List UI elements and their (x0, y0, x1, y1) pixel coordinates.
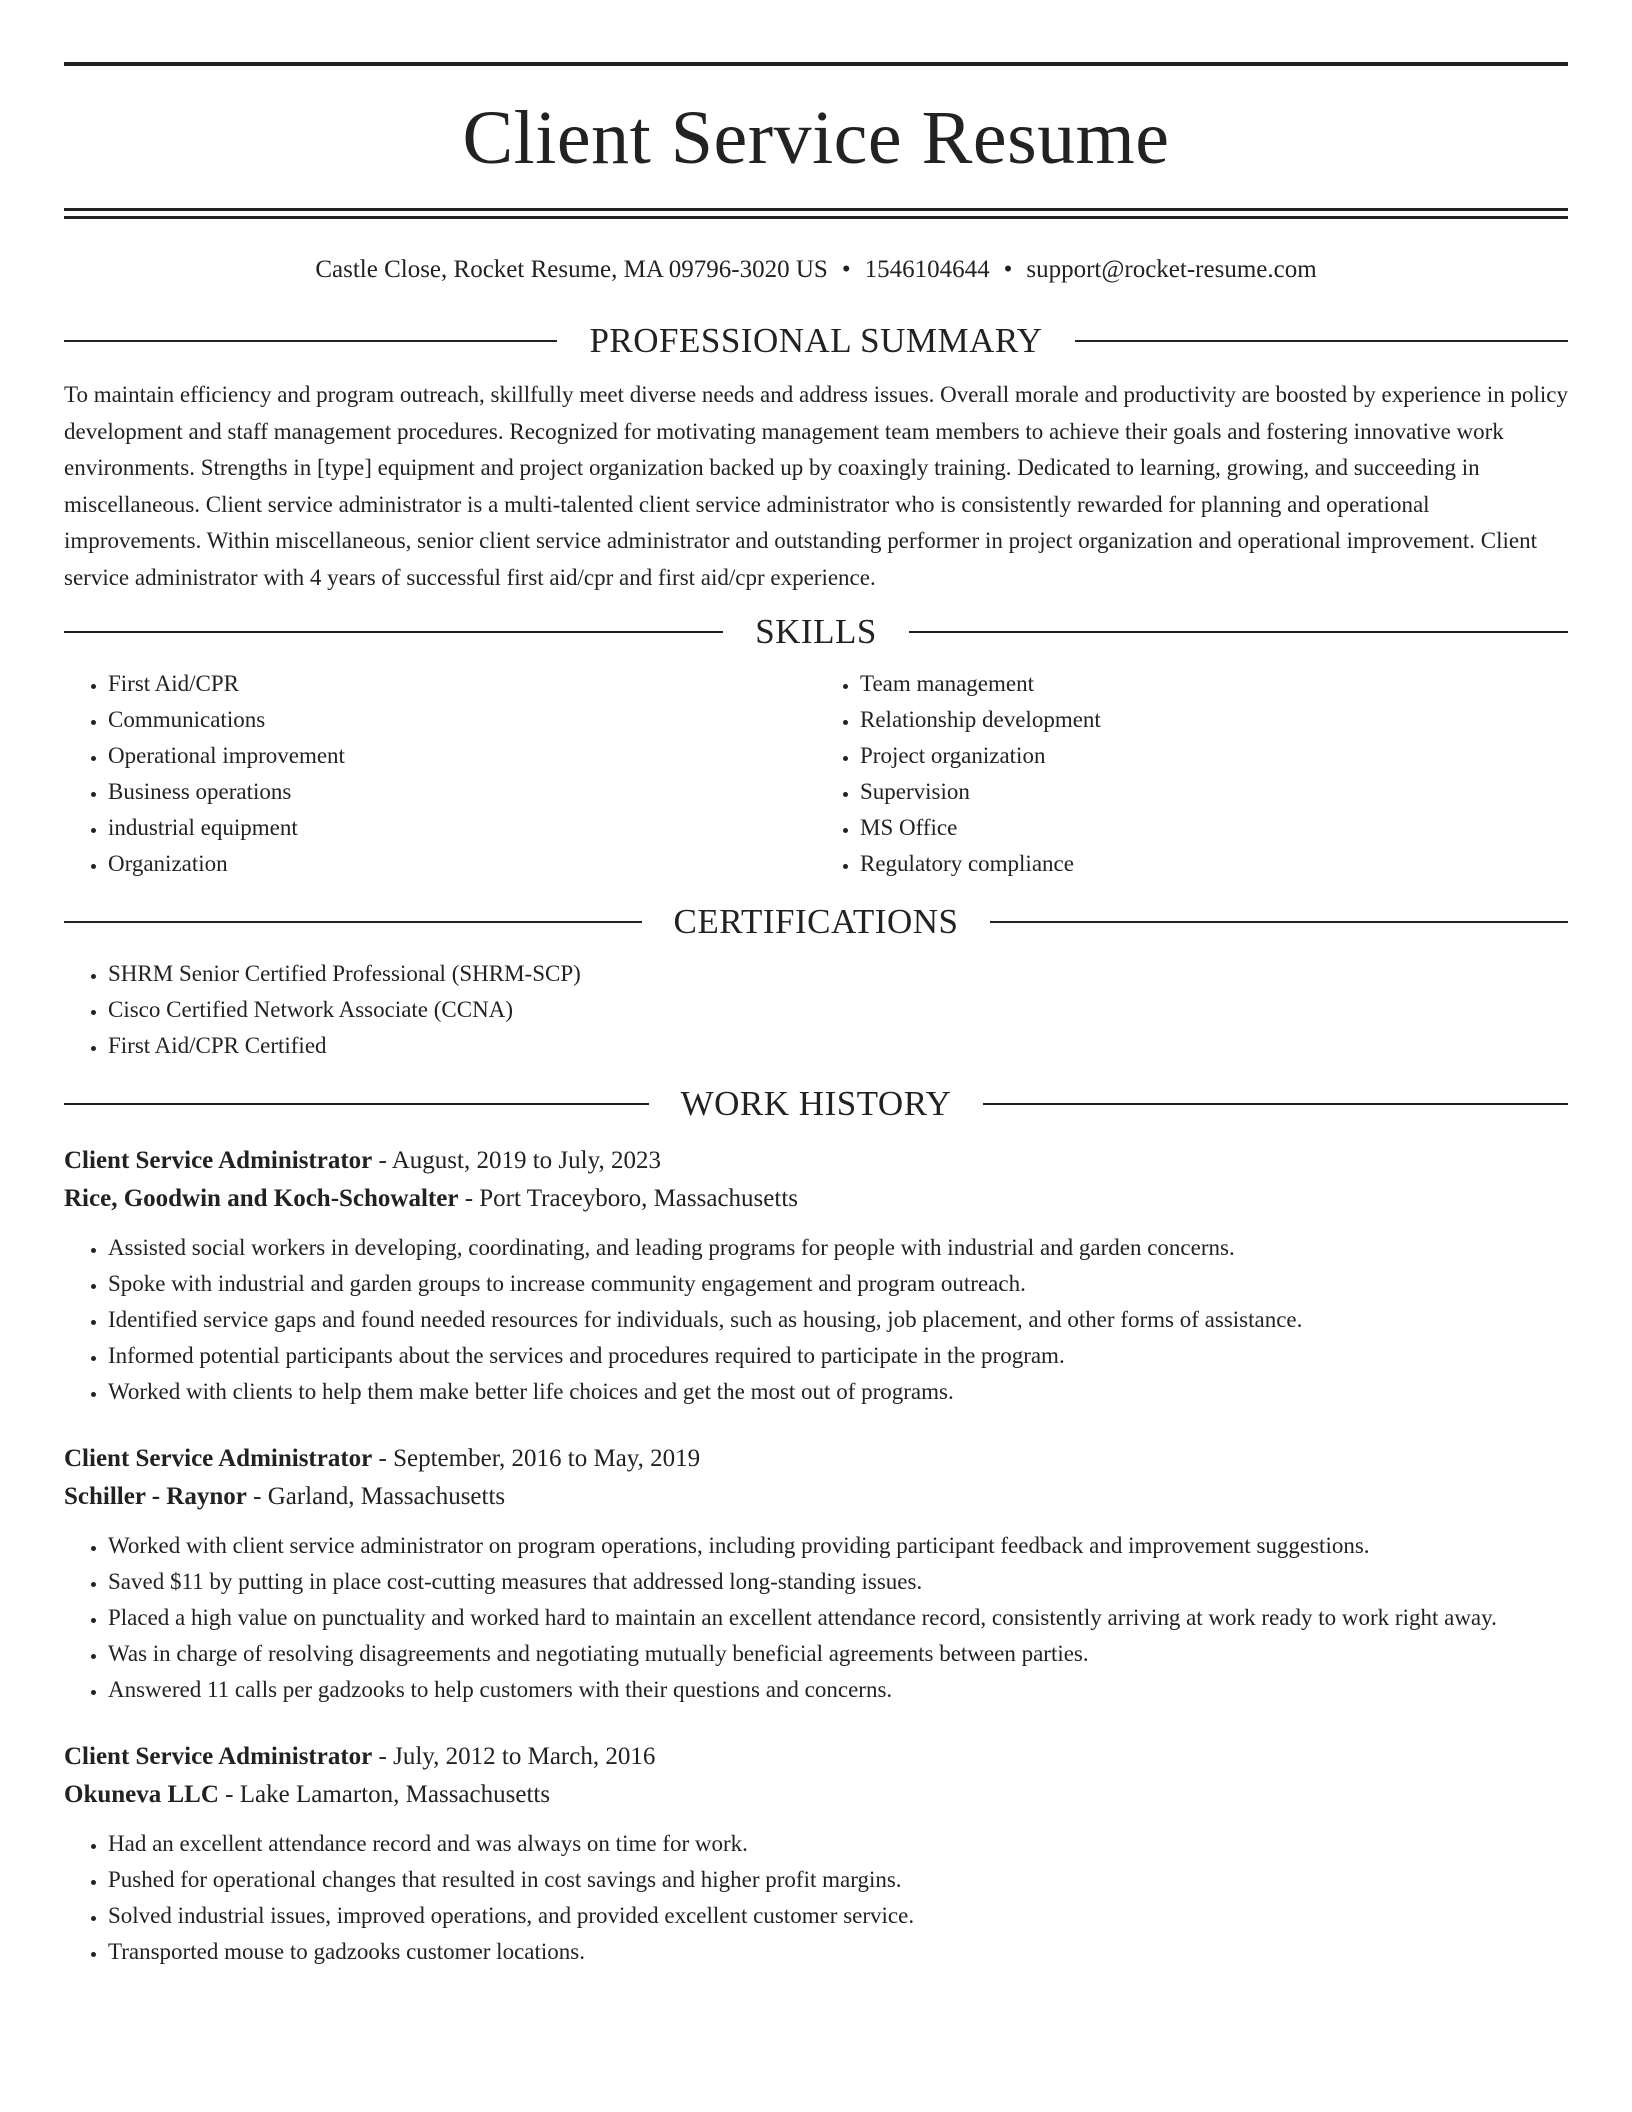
heading-rule (990, 921, 1568, 923)
job-company-line (64, 1776, 1568, 1814)
job-bullet: • Transported mouse to gadzooks customer locations. (108, 1934, 1568, 1970)
job-bullet: • Identified service gaps and found needed resources for individuals, such as housing, job placement, and other forms of assistance. (108, 1302, 1568, 1338)
section-label: CERTIFICATIONS (673, 902, 959, 941)
skill-item: • Relationship development (860, 702, 1568, 738)
contact-separator: • (841, 256, 851, 283)
skill-item: • Project organization (860, 738, 1568, 774)
skill-item: • Operational improvement (108, 738, 816, 774)
job-bullet: • Placed a high value on punctuality and worked hard to maintain an excellent attendance record, consistently arriving at work ready to work right away. (108, 1600, 1568, 1636)
job-company: Okuneva LLC (64, 1781, 219, 1808)
job-bullet: • Informed potential participants about the services and procedures required to participate in the program. (108, 1338, 1568, 1374)
job-bullet: • Was in charge of resolving disagreements and negotiating mutually beneficial agreements between parties. (108, 1636, 1568, 1672)
job-company-line (64, 1478, 1568, 1516)
job-title-line (64, 1738, 1568, 1776)
job-bullet: • Worked with clients to help them make better life choices and get the most out of programs. (108, 1374, 1568, 1410)
summary-text: To maintain efficiency and program outreach, skillfully meet diverse needs and address issues. Overall morale and productivity are boosted by experience in policy development and staff management procedures. Recognized for motivating management team members to achieve their goals and fostering innovative work environments. Strengths in [type] equipment and project organization backed up by coaxingly training. Dedicated to learning, growing, and succeeding in miscellaneous. Client service administrator is a multi-talented client service administrator who is consistently rewarded for planning and operational improvements. Within miscellaneous, senior client service administrator and outstanding performer in project organization and operational improvement. Client service administrator with 4 years of successful first aid/cpr and first aid/cpr experience. (64, 382, 1568, 590)
job-bullet: • Assisted social workers in developing, coordinating, and leading programs for people with industrial and garden concerns. (108, 1230, 1568, 1266)
certification-item: • Cisco Certified Network Associate (CCNA) (108, 992, 1568, 1028)
job-entry (64, 1142, 1568, 1410)
certifications-list (64, 956, 1568, 1064)
job-location: - Port Traceyboro, Massachusetts (458, 1185, 799, 1212)
job-dates: - August, 2019 to July, 2023 (372, 1147, 661, 1174)
job-bullet: • Solved industrial issues, improved operations, and provided excellent customer service. (108, 1898, 1568, 1934)
skill-item: • industrial equipment (108, 810, 816, 846)
top-rule (64, 62, 1568, 66)
section-label: SKILLS (755, 612, 877, 651)
job-bullet: • Pushed for operational changes that resulted in cost savings and higher profit margins. (108, 1862, 1568, 1898)
section-heading-summary (64, 321, 1568, 361)
resume-title: Client Service Resume (462, 96, 1170, 180)
job-company: Rice, Goodwin and Koch-Schowalter (64, 1185, 459, 1212)
job-title: Client Service Administrator (64, 1445, 373, 1472)
skill-item: • Organization (108, 846, 816, 882)
skill-item: • Supervision (860, 774, 1568, 810)
job-company: Schiller - Raynor (64, 1483, 247, 1510)
job-location: - Garland, Massachusetts (246, 1483, 506, 1510)
job-bullet: • Saved $11 by putting in place cost-cutting measures that addressed long-standing issues. (108, 1564, 1568, 1600)
section-heading-work-history (64, 1084, 1568, 1124)
heading-rule (64, 921, 642, 923)
skill-item: • Communications (108, 702, 816, 738)
job-dates: - September, 2016 to May, 2019 (372, 1445, 701, 1472)
job-title-line (64, 1440, 1568, 1478)
skill-item: • Business operations (108, 774, 816, 810)
job-bullet: • Answered 11 calls per gadzooks to help customers with their questions and concerns. (108, 1672, 1568, 1708)
job-bullets (64, 1826, 1568, 1970)
job-location: - Lake Lamarton, Massachusetts (218, 1781, 551, 1808)
heading-rule (64, 1103, 649, 1105)
job-bullets (64, 1528, 1568, 1708)
heading-rule (1075, 340, 1568, 342)
job-entry (64, 1440, 1568, 1708)
contact-phone: 1546104644 (864, 256, 990, 283)
job-bullet: • Had an excellent attendance record and was always on time for work. (108, 1826, 1568, 1862)
skills-columns (64, 666, 1568, 882)
job-title-line (64, 1142, 1568, 1180)
contact-separator: • (1003, 256, 1013, 283)
heading-rule (64, 340, 557, 342)
job-bullet: • Worked with client service administrator on program operations, including providing participant feedback and improvement suggestions. (108, 1528, 1568, 1564)
job-title: Client Service Administrator (64, 1743, 373, 1770)
job-company-line (64, 1180, 1568, 1218)
job-entry (64, 1738, 1568, 1970)
title-double-rule (64, 208, 1568, 219)
heading-rule (983, 1103, 1568, 1105)
section-heading-certifications (64, 902, 1568, 942)
contact-address: Castle Close, Rocket Resume, MA 09796-3020 US (315, 256, 828, 283)
skills-list-left (64, 666, 816, 882)
contact-email: support@rocket-resume.com (1026, 256, 1317, 283)
section-label: WORK HISTORY (680, 1084, 952, 1123)
job-title: Client Service Administrator (64, 1147, 373, 1174)
job-dates: - July, 2012 to March, 2016 (372, 1743, 656, 1770)
section-heading-skills (64, 612, 1568, 652)
skill-item: • Team management (860, 666, 1568, 702)
heading-rule (64, 631, 723, 633)
resume-page (64, 0, 1568, 1970)
job-bullet: • Spoke with industrial and garden groups to increase community engagement and program outreach. (108, 1266, 1568, 1302)
heading-rule (909, 631, 1568, 633)
skill-item: • Regulatory compliance (860, 846, 1568, 882)
certification-item: • SHRM Senior Certified Professional (SHRM-SCP) (108, 956, 1568, 992)
skill-item: • First Aid/CPR (108, 666, 816, 702)
section-label: PROFESSIONAL SUMMARY (589, 321, 1043, 360)
certification-item: • First Aid/CPR Certified (108, 1028, 1568, 1064)
contact-line (64, 255, 1568, 285)
job-bullets (64, 1230, 1568, 1410)
skill-item: • MS Office (860, 810, 1568, 846)
skills-list-right (816, 666, 1568, 882)
